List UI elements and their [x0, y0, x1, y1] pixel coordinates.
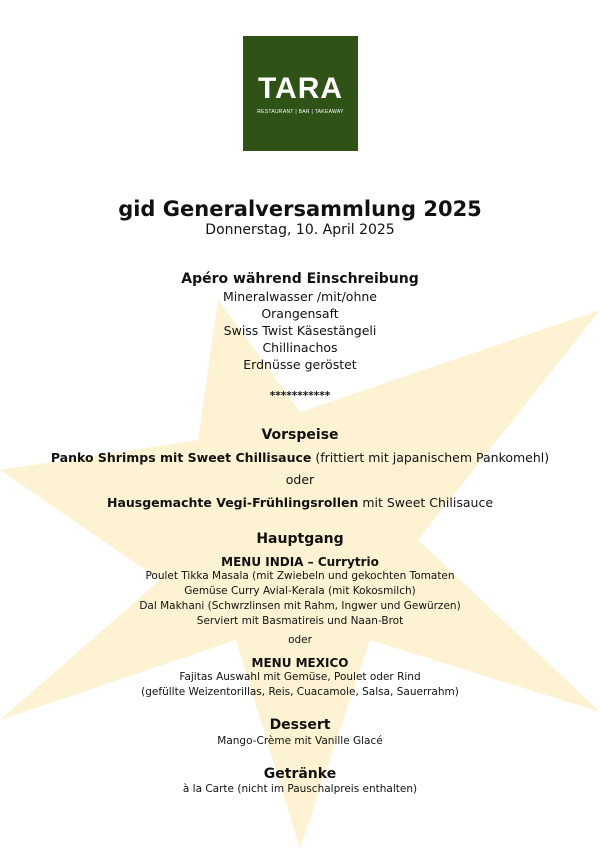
separator: ***********: [269, 390, 331, 402]
or-label: oder: [288, 634, 312, 646]
apero-heading: Apéro während Einschreibung: [181, 271, 419, 287]
tara-logo: [243, 36, 358, 151]
starter-option-2: [0, 494, 600, 511]
vorspeise-heading: Vorspeise: [261, 427, 339, 443]
apero-item: Erdnüsse geröstet: [243, 357, 357, 372]
dessert-heading: Dessert: [269, 717, 331, 733]
mexico-item: Fajitas Auswahl mit Gemüse, Poulet oder Rind: [179, 671, 421, 683]
dessert-item: Mango-Crème mit Vanille Glacé: [217, 735, 383, 747]
event-date: Donnerstag, 10. April 2025: [205, 222, 395, 238]
page-title: gid Generalversammlung 2025: [118, 197, 482, 221]
apero-item: Chillinachos: [262, 340, 338, 355]
india-item: Serviert mit Basmatireis und Naan-Brot: [196, 615, 404, 627]
menu-mexico-title: MENU MEXICO: [251, 656, 349, 670]
starter-option-1-desc: (frittiert mit japanischem Pankomehl): [311, 450, 550, 465]
getraenke-item: à la Carte (nicht im Pauschalpreis enthalten): [182, 783, 418, 795]
apero-item: Orangensaft: [261, 306, 339, 321]
starter-option-1-name: Panko Shrimps mit Sweet Chillisauce: [50, 450, 312, 465]
or-label: oder: [285, 472, 315, 487]
india-item: Poulet Tikka Masala (mit Zwiebeln und gekochten Tomaten: [145, 570, 455, 582]
starter-option-1: [0, 449, 600, 466]
india-item: Dal Makhani (Schwrzlinsen mit Rahm, Ingwer und Gewürzen): [139, 600, 461, 612]
mexico-item: (gefüllte Weizentorillas, Reis, Cuacamole, Salsa, Sauerrahm): [141, 686, 459, 698]
apero-item: Mineralwasser /mit/ohne: [222, 289, 377, 304]
hauptgang-heading: Hauptgang: [256, 531, 344, 547]
logo-wordmark: TARA: [257, 72, 344, 105]
india-item: Gemüse Curry Avial-Kerala (mit Kokosmilch): [184, 585, 416, 597]
starter-option-2-name: Hausgemachte Vegi-Frühlingsrollen: [106, 495, 359, 510]
menu-india-title: MENU INDIA – Currytrio: [221, 555, 379, 569]
getraenke-heading: Getränke: [263, 766, 337, 782]
logo-tagline: RESTAURANT | BAR | TAKEAWAY: [257, 109, 344, 115]
apero-item: Swiss Twist Käsestängeli: [223, 323, 377, 338]
starter-option-2-desc: mit Sweet Chilisauce: [358, 495, 494, 510]
